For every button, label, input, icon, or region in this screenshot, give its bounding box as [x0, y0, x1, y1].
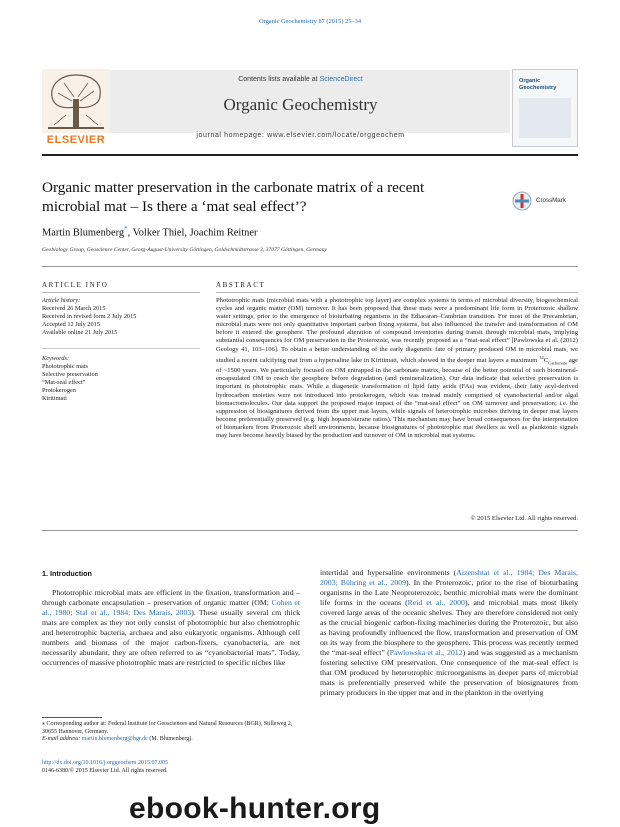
abstract-text [216, 297, 578, 440]
isotope-superscript: 14 [539, 354, 544, 360]
masthead-rule [42, 154, 578, 156]
watermark-text: ebook-hunter.org [129, 792, 381, 825]
top-divider [42, 266, 578, 267]
affiliation: Geobiology Group, Geoscience Center, Georg-August-University Göttingen, Goldschmidtstrasse 3, 37077 Göttingen, Germany [42, 247, 327, 253]
contents-prefix: Contents lists available at [238, 76, 320, 83]
intro-left-column [42, 588, 300, 668]
article-history [42, 297, 200, 337]
article-identifiers [42, 759, 342, 775]
article-info-heading: ARTICLE INFO [42, 281, 109, 289]
history-item: Available online 21 July 2015 [42, 329, 118, 337]
intro-text: Phototrophic microbial mats are efficient in the fixation, transformation and – through carbonate encapsulation – preservation of organic matter (OM; [42, 588, 300, 607]
abstract-part-2: age of ~1500 years. We particularly focused on OM entrapped in the carbonate matrix, because of the better potential of such biomineral-encapsulated OM to reach the geosphere before degradation (and remineralization). Our data indicate that selective preservation is important in phototrophic mats. While a diagenetic transformation of lipid fatty acids (FAs) was evident, their fatty acyl-derived hydrocarbon moieties were not introduced into protokerogen, which was instead mainly comprised of cyanobacterial and/or algal biomacromolecules. Our data support the proposed major impact of the “mat-seal effect” on OM turnover and preservation; i.e. the suppression of biosignatures derived from the upper mat layers, while signals of heterotrophic microbes thriving in deeper mat layers become preferentially preserved (e.g. high hopane/sterane ratios). This mechanism may have broad consequences for the interpretation of biomarkers from Proterozoic shelf environments, because biosignatures of phototrophic mat dwellers as well as planktonic signals may have become heavily biased by the production and turnover of OM in microbial mat systems. [216, 356, 578, 439]
email-label: E-mail address: [42, 736, 82, 743]
intro-text: intertidal and hypersaline environments ( [320, 568, 457, 577]
homepage-prefix: journal homepage: [196, 132, 268, 139]
contents-line [91, 76, 510, 83]
keyword-item: “Mat-seal effect” [42, 379, 86, 387]
citation-link[interactable]: Pawlowska et al., 2012 [389, 648, 463, 657]
crossmark-icon[interactable] [512, 191, 532, 211]
journal-cover-thumbnail [512, 69, 578, 147]
carbonate-subscript: Carbonate [548, 360, 567, 366]
carbon-symbol: C [543, 356, 549, 364]
keyword-item: Phototrophic mats [42, 363, 88, 371]
email-link[interactable]: martin.blumenberg@bgr.de [81, 736, 148, 743]
info-divider [42, 348, 200, 349]
introduction-heading: 1. Introduction [42, 569, 92, 578]
journal-homepage [91, 132, 510, 139]
keywords [42, 355, 200, 404]
crossmark-label[interactable]: CrossMark [536, 197, 566, 204]
cover-title: Organic Geochemistry [519, 78, 557, 91]
footnote-mark: ⁎ [42, 721, 45, 727]
intro-right-column [320, 568, 578, 698]
co-authors: , Volker Thiel, Joachim Reitner [127, 227, 258, 239]
citation-link[interactable]: Cohen et al., 1980; Stal et al., 1984; Des Marais, 2003 [42, 598, 301, 617]
history-label: Article history: [42, 297, 81, 304]
abstract-part-1: Phototrophic mats (microbial mats with a phototrophic top layer) are complex systems in terms of microbial diversity, biogeochemical cycles and organic matter (OM) turnover. It has been proposed that these mats were a predominant life form in Proterozoic shallow water settings, prior to the emergence of bioturbating organisms in the Ediacaran–Cambrian transition. For most of the Precambrian, microbial mats were not only quantitative important carbon fixing systems, but also influenced the transfer and transformation of OM before it entered the geosphere. The profound alteration of compound inventories during transit through microbial mats, implying substantial consequences for OM preservation in the Proterozoic, was recently proposed as a “mat-seal effect” [Pawlowska et al. (2012) Geology 41, 103–106]. To obtain a better understanding of the early diagenetic fate of primary produced OM in microbial mats, we studied a recent calcifying mat from a hypersaline lake in Kiritimati, which showed in the deeper mat layers a maximum [216, 297, 578, 364]
article-info-rule [42, 292, 200, 293]
journal-title: Organic Geochemistry [223, 95, 378, 114]
citation-link[interactable]: Reid et al., 2000 [407, 598, 465, 607]
keywords-label: Keywords: [42, 355, 70, 362]
homepage-url[interactable]: www.elsevier.com/locate/orggeochem [267, 132, 405, 139]
keyword-item: Selective preservation [42, 371, 98, 379]
footnote-rule [42, 717, 102, 718]
history-item: Received in revised form 2 July 2015 [42, 313, 137, 321]
abstract-bottom-rule [42, 530, 578, 531]
intro-text: ), and microbial mats most likely covered large areas of the oceanic shelves. They are therefore considered not only as the crucial biogenic carbon-fixing machineries during the Proterozoic, but also as having profoundly influenced the flow, transformation and preservation of OM on its way from the biosphere to the geosphere. This process was recently termed the “mat-seal effect” ( [320, 598, 578, 657]
keyword-item: Protokerogen [42, 387, 76, 395]
abstract-copyright: © 2015 Elsevier Ltd. All rights reserved. [470, 515, 578, 522]
history-item: Received 26 March 2015 [42, 305, 106, 313]
abstract-heading: ABSTRACT [216, 281, 266, 289]
journal-reference[interactable]: Organic Geochemistry 87 (2015) 25–34 [258, 18, 362, 25]
sciencedirect-link[interactable]: ScienceDirect [319, 76, 363, 83]
corresponding-author-mark[interactable]: * [124, 225, 128, 233]
email-suffix: (M. Blumenberg). [147, 736, 193, 743]
keyword-item: Kiritimati [42, 395, 67, 403]
abstract-rule [216, 292, 578, 293]
issn-line: 0146-6380/© 2015 Elsevier Ltd. All rights reserved. [42, 768, 168, 774]
elsevier-wordmark: ELSEVIER [46, 134, 106, 146]
corresponding-footnote [42, 721, 300, 744]
intro-text: ) and was suggested as a mechanism fostering selective OM preservation. One consequence of the mat-seal effect is that OM produced by heterotrophic microorganisms in deeper parts of microbial mats is preferentially preserved while the preservation of biosignatures from primary producers in the upper mat and in the plankton in the overlying [320, 648, 578, 697]
intro-text: ). In the Proterozoic, prior to the rise of bioturbating organisms in the Late Neoproterozoic, benthic microbial mats were the dominant life forms in the oceans ( [320, 578, 578, 607]
citation-link[interactable]: Aizenshtat et al., 1984; Des Marais, 2003; Bühring et al., 2009 [320, 568, 578, 587]
doi-link[interactable]: http://dx.doi.org/10.1016/j.orggeochem.2015.07.005 [42, 760, 168, 766]
footnote-text: Corresponding author at: Federal Institute for Geosciences and Natural Resources (BGR), Stilleweg 2, 30655 Hannover, Germany. [42, 721, 293, 735]
author-list [42, 225, 257, 238]
intro-text: ). These usually several cm thick mats are complex as they not only consist of phototrophic but also chemotrophic and heterotrophic bacteria, archaea and also eukaryotic organisms. Although cell numbers and biomass of the major carbon-fixers, cyanobacteria, are not necessarily abundant, they are often referred to as “cyanobacterial mats”. Today, occurrences of massive phototrophic mats are restricted to specific niches like [42, 608, 300, 667]
cover-graphic [519, 98, 571, 138]
author-name: Martin Blumenberg [42, 227, 125, 239]
article-title: Organic matter preservation in the carbonate matrix of a recent microbial mat – Is there a ‘mat seal effect’? [42, 179, 425, 215]
history-item: Accepted 12 July 2015 [42, 321, 100, 329]
